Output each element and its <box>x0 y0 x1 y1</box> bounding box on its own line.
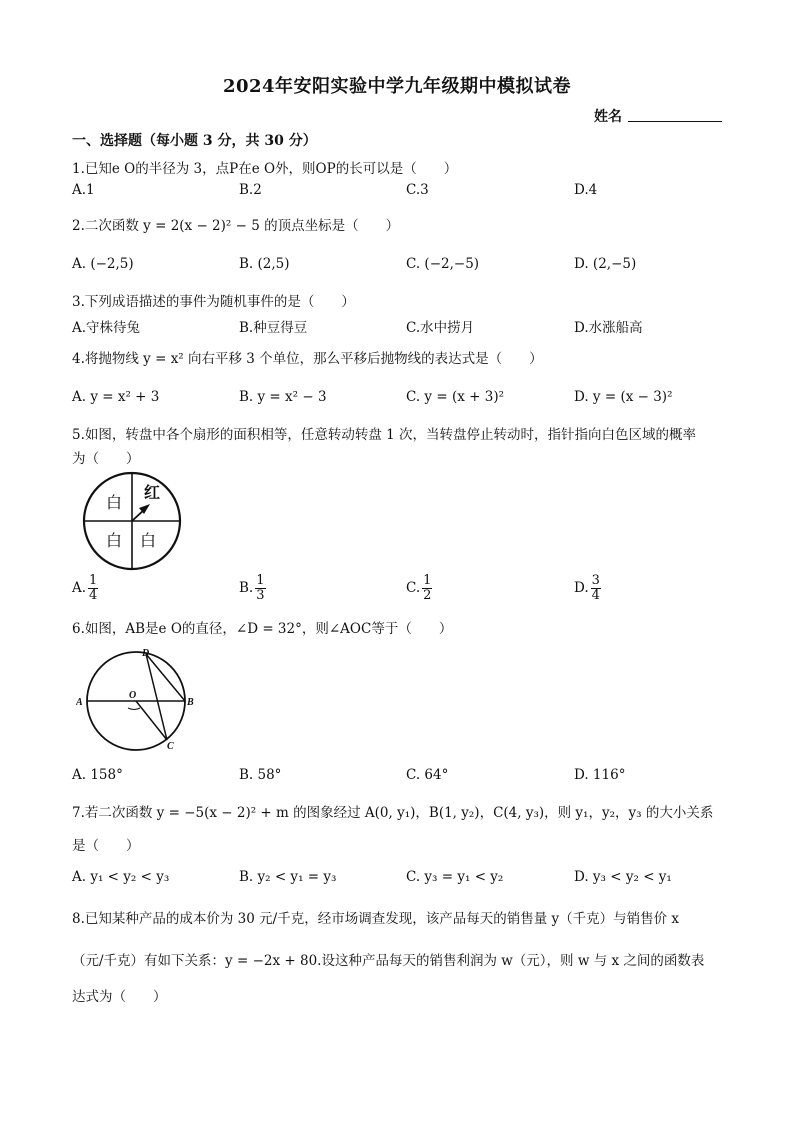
question-2-stem: 2.二次函数 y = 2(x − 2)² − 5 的顶点坐标是（ ） <box>72 218 400 234</box>
q5-option-a-fraction: $\frac{1}{4}$ <box>89 573 98 603</box>
question-5-stem-line2: 为（ ） <box>72 451 140 467</box>
q3-option-d[interactable]: D.水涨船高 <box>574 320 643 336</box>
q7-option-b[interactable]: B. y₂ < y₁ = y₃ <box>239 869 337 885</box>
q5-option-c-fraction: $\frac{1}{2}$ <box>423 573 432 603</box>
spinner-label-bottom-left: 白 <box>106 533 123 550</box>
name-label: 姓名 <box>594 109 622 125</box>
q1-option-c[interactable]: C.3 <box>406 182 429 198</box>
q6-option-a[interactable]: A. 158° <box>72 767 123 783</box>
name-blank-line[interactable] <box>628 121 722 122</box>
spinner-label-top-left: 白 <box>106 495 123 512</box>
q2-option-a[interactable]: A. (−2,5) <box>72 256 134 272</box>
question-7-stem-line1: 7.若二次函数 y = −5(x − 2)² + m 的图象经过 A(0, y₁)，B(1, y₂)，C(4, y₃)，则 y₁，y₂，y₃ 的大小关系 <box>72 805 714 821</box>
question-8-stem-line3: 达式为（ ） <box>72 989 167 1005</box>
q7-option-d[interactable]: D. y₃ < y₂ < y₁ <box>574 869 672 885</box>
point-label-d: D <box>142 648 150 659</box>
question-7-stem-line2: 是（ ） <box>72 838 140 854</box>
question-4-stem: 4.将抛物线 y = x² 向右平移 3 个单位，那么平移后抛物线的表达式是（ ） <box>72 351 543 367</box>
q6-option-c[interactable]: C. 64° <box>406 767 449 783</box>
q4-option-a[interactable]: A. y = x² + 3 <box>72 389 160 405</box>
q1-option-a[interactable]: A.1 <box>72 182 95 198</box>
q2-option-d[interactable]: D. (2,−5) <box>574 256 637 272</box>
spinner-label-bottom-right: 白 <box>140 533 157 550</box>
q3-option-a[interactable]: A.守株待兔 <box>72 320 141 336</box>
q1-option-d[interactable]: D.4 <box>574 182 598 198</box>
spinner-figure <box>78 470 188 572</box>
spinner-label-top-right: 红 <box>144 485 161 502</box>
point-label-b: B <box>187 697 194 708</box>
point-label-a: A <box>76 697 83 708</box>
angle-aoc-arc <box>128 708 140 710</box>
q4-option-c[interactable]: C. y = (x + 3)² <box>406 389 504 405</box>
q7-option-a[interactable]: A. y₁ < y₂ < y₃ <box>72 869 170 885</box>
q5-option-d-fraction: $\frac{3}{4}$ <box>591 573 600 603</box>
question-1-stem: 1.已知e O的半径为 3，点P在e O外，则OP的长可以是（ ） <box>72 161 458 177</box>
q4-option-d[interactable]: D. y = (x − 3)² <box>574 389 673 405</box>
q5-option-c-letter: C. <box>406 580 421 596</box>
page-title: 2024年安阳实验中学九年级期中模拟试卷 <box>222 76 572 97</box>
q2-option-b[interactable]: B. (2,5) <box>239 256 290 272</box>
question-6-stem: 6.如图，AB是e O的直径，∠D = 32°，则∠AOC等于（ ） <box>72 621 453 637</box>
question-8-stem-line2: （元/千克）有如下关系：y = −2x + 80.设这种产品每天的销售利润为 w（元），则 w 与 x 之间的函数表 <box>72 953 705 969</box>
q5-option-c[interactable] <box>406 574 432 603</box>
q3-option-c[interactable]: C.水中捞月 <box>406 320 475 336</box>
question-5-stem-line1: 5.如图，转盘中各个扇形的面积相等，任意转动转盘 1 次，当转盘停止转动时，指针指向白色区域的概率 <box>72 427 697 443</box>
q1-option-b[interactable]: B.2 <box>239 182 262 198</box>
q5-option-b[interactable] <box>239 574 266 603</box>
point-label-o: O <box>129 690 137 701</box>
q4-option-b[interactable]: B. y = x² − 3 <box>239 389 327 405</box>
question-3-stem: 3.下列成语描述的事件为随机事件的是（ ） <box>72 294 355 310</box>
q5-option-d[interactable] <box>574 574 601 603</box>
q5-option-b-letter: B. <box>239 580 254 596</box>
q5-option-d-letter: D. <box>574 580 589 596</box>
q5-option-a-letter: A. <box>72 580 87 596</box>
q3-option-b[interactable]: B.种豆得豆 <box>239 320 308 336</box>
q2-option-c[interactable]: C. (−2,−5) <box>406 256 480 272</box>
q6-option-d[interactable]: D. 116° <box>574 767 626 783</box>
q7-option-c[interactable]: C. y₃ = y₁ < y₂ <box>406 869 504 885</box>
section-heading: 一、选择题（每小题 3 分，共 30 分） <box>72 133 317 149</box>
q5-option-b-fraction: $\frac{1}{3}$ <box>256 573 265 603</box>
point-label-c: C <box>167 741 174 752</box>
q6-option-b[interactable]: B. 58° <box>239 767 282 783</box>
circle-diameter-figure <box>76 645 198 757</box>
question-8-stem-line1: 8.已知某种产品的成本价为 30 元/千克，经市场调查发现，该产品每天的销售量 y（千克）与销售价 x <box>72 911 680 927</box>
q5-option-a[interactable] <box>72 574 98 603</box>
